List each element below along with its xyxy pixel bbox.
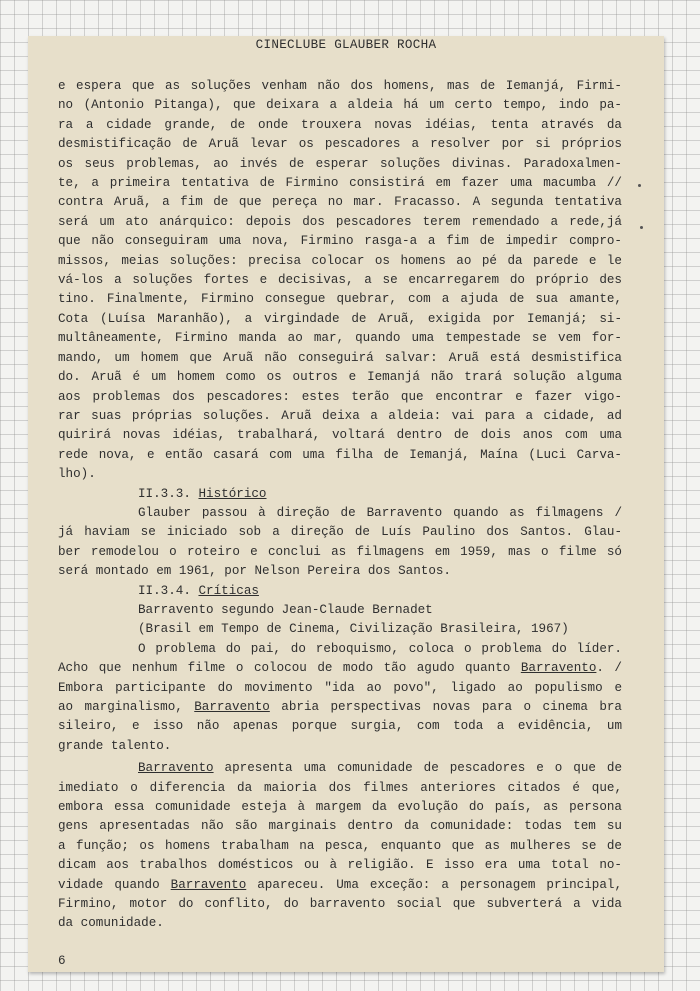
text-line: gens apresentadas não são marginais dentro da comunidade: todas tem su [58, 819, 622, 834]
historico-paragraph [58, 504, 622, 582]
text-line: será um ato anárquico: depois dos pescadores terem remendado a rede,já [58, 214, 622, 229]
film-title: Barravento [138, 761, 214, 776]
text-line: e espera que as soluções venham não dos homens, mas de Iemanjá, Firmi- [58, 79, 622, 93]
text-line [58, 659, 622, 678]
text-span: . / [596, 661, 622, 676]
text-span: apareceu. Uma exceção: a personagem principal, [246, 877, 623, 892]
text-span: vidade quando [58, 877, 171, 892]
text-line: ra a cidade grande, de onde trouxera novas idéias, tenta através da [58, 117, 622, 132]
film-title: Barravento [194, 700, 270, 714]
section-heading-historico [58, 485, 622, 504]
body-text [58, 77, 622, 934]
margin-mark [640, 226, 643, 229]
text-line: dicam aos trabalhos domésticos ou à religião. E isso era uma total no- [58, 858, 622, 873]
text-line: embora essa comunidade esteja à margem da evolução do país, as persona [58, 800, 622, 815]
critique-paragraph [58, 759, 622, 934]
text-line: da comunidade. [58, 916, 164, 931]
text-line: tino. Finalmente, Firmino consegue quebrar, com a ajuda de sua amante, [58, 292, 622, 307]
critique-paragraph [58, 640, 622, 756]
text-line [58, 698, 622, 717]
text-line: ber remodelou o roteiro e conclui as filmagens em 1959, mas o filme só [58, 544, 622, 559]
text-span: apresenta uma comunidade de pescadores e o que de [213, 761, 622, 776]
section-heading-criticas [58, 582, 622, 601]
text-line: vá-los a soluções fortes e decisivas, a se encarregarem do próprio des [58, 273, 622, 288]
text-line: já haviam se iniciado sob a direção de Luís Paulino dos Santos. Glau- [58, 525, 622, 540]
text-line: desmistificação de Aruã levar os pescadores a resolver por si próprios [58, 137, 622, 152]
margin-mark [638, 184, 641, 187]
synopsis-paragraph [58, 77, 622, 485]
critique-source: Barravento segundo Jean-Claude Bernadet [138, 602, 433, 617]
text-line: contra Aruã, a fim de que pereça no mar. Fracasso. A segunda tentativa [58, 195, 622, 210]
film-title: Barravento [520, 661, 597, 676]
text-line: te, a primeira tentativa de Firmino consistirá em fazer uma macumba // [58, 176, 622, 191]
text-line: do. Aruã é um homem como os outros e Iemanjá não trará solução alguma [58, 370, 622, 385]
text-line: lho). [58, 467, 96, 482]
text-line: será montado em 1961, por Nelson Pereira dos Santos. [58, 564, 451, 579]
section-number: II.3.3. [138, 486, 191, 501]
page-number: 6 [58, 954, 66, 968]
text-line [58, 759, 622, 778]
text-line: Firmino, motor do conflito, do barravento social que subverterá a vida [58, 897, 622, 912]
text-line: multâneamente, Firmino manda ao mar, quando uma tempestade se vem for- [58, 331, 622, 346]
text-line: Cota (Luísa Maranhão), a virgindade de Aruã, exigida por Iemanjá; si- [58, 311, 622, 326]
section-title: Críticas [198, 583, 259, 598]
text-span: abria perspectivas novas para o cinema bra [269, 700, 622, 714]
text-line: quirirá novas idéias, trabalhará, voltará dentro de dois anos com uma [58, 428, 622, 443]
text-line: que não conseguiram uma nova, Firmino rasga-a a fim de impedir compro- [58, 234, 622, 249]
film-title: Barravento [170, 877, 247, 892]
text-line: Embora participante do movimento "ida ao povo", ligado ao populismo e [58, 680, 622, 695]
section-number: II.3.4. [138, 583, 191, 598]
document-page [28, 36, 664, 972]
text-span: Acho que nenhum filme o colocou de modo tão agudo quanto [58, 661, 521, 676]
critique-citation: (Brasil em Tempo de Cinema, Civilização Brasileira, 1967) [138, 622, 569, 637]
text-line: rar suas próprias soluções. Aruã deixa a aldeia: vai para a cidade, ad [58, 408, 622, 423]
text-line: a função; os homens trabalham na pesca, enquanto que as mulheres se de [58, 838, 622, 853]
text-line: no (Antonio Pitanga), que deixara a aldeia há um certo tempo, indo pa- [58, 98, 622, 113]
text-line: O problema do pai, do reboquismo, coloca o problema do líder. [138, 641, 622, 656]
text-line: Glauber passou à direção de Barravento quando as filmagens / [138, 505, 622, 520]
text-line: grande talento. [58, 738, 172, 753]
text-line [58, 876, 622, 895]
text-line: aos problemas dos pescadores: estes terão que encontrar e fazer vigo- [58, 389, 622, 404]
text-line: sileiro, e isso não apenas porque surgia, com toda a evidência, um [58, 719, 622, 734]
text-line: mando, um homem que Aruã não conseguirá salvar: Aruã está desmistifica [58, 350, 622, 365]
text-line: rede nova, e então casará com uma filha de Iemanjá, Maína (Luci Carva- [58, 447, 622, 462]
text-line: missos, meias soluções: precisa colocar os homens ao pé da parede e le [58, 253, 622, 268]
section-title: Histórico [198, 486, 267, 501]
text-line: imediato o diferencia da maioria dos filmes anteriores citados é que, [58, 780, 622, 795]
page-header: CINECLUBE GLAUBER ROCHA [255, 38, 437, 52]
text-span: ao marginalismo, [58, 700, 195, 714]
text-line: os seus problemas, ao invés de esperar soluções divinas. Paradoxalmen- [58, 156, 622, 171]
